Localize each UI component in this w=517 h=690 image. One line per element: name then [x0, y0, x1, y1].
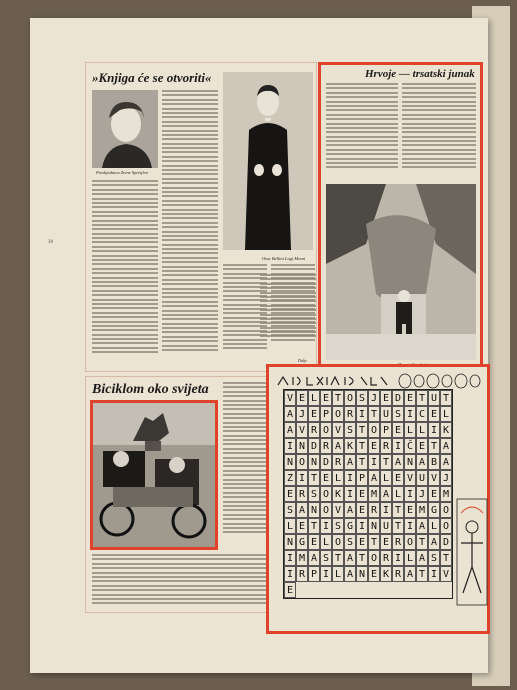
puzzle-cell: I	[284, 438, 296, 454]
magazine-page	[30, 18, 488, 673]
puzzle-cell: P	[356, 470, 368, 486]
puzzle-cell: V	[428, 470, 440, 486]
puzzle-cell: V	[332, 502, 344, 518]
puzzle-cell: R	[320, 438, 332, 454]
puzzle-cell: L	[416, 422, 428, 438]
puzzle-cell: I	[392, 550, 404, 566]
puzzle-cell: V	[404, 470, 416, 486]
priest-photo	[223, 72, 313, 250]
puzzle-cell: I	[344, 486, 356, 502]
puzzle-cell: I	[368, 454, 380, 470]
puzzle-header	[275, 373, 390, 389]
portrait-caption: Predsjednica Zeine Spreijlen	[96, 170, 148, 175]
puzzle-cell: A	[344, 566, 356, 582]
puzzle-cell: T	[332, 390, 344, 406]
puzzle-cell: I	[428, 566, 440, 582]
puzzle-cell: E	[416, 438, 428, 454]
puzzle-cell: V	[284, 390, 296, 406]
puzzle-cell: I	[404, 406, 416, 422]
puzzle-cell: S	[356, 390, 368, 406]
puzzle-cell: R	[296, 486, 308, 502]
puzzle-cell: T	[356, 454, 368, 470]
puzzle-cell: E	[368, 438, 380, 454]
puzzle-cell: V	[440, 566, 452, 582]
puzzle-cell: T	[332, 550, 344, 566]
priest-image	[223, 72, 313, 250]
puzzle-cell: P	[308, 566, 320, 582]
puzzle-cell: Č	[404, 438, 416, 454]
puzzle-cell: S	[344, 534, 356, 550]
portrait-photo	[92, 90, 158, 168]
puzzle-cell: K	[440, 422, 452, 438]
puzzle-cell: T	[440, 550, 452, 566]
puzzle-cell: L	[440, 406, 452, 422]
puzzle-cell: O	[440, 518, 452, 534]
puzzle-cell: T	[416, 534, 428, 550]
puzzle-cell: E	[428, 406, 440, 422]
left-text-col-1	[92, 180, 158, 360]
puzzle-cell: T	[392, 502, 404, 518]
puzzle-cell: T	[308, 470, 320, 486]
right-text-col-3	[260, 274, 316, 366]
puzzle-cell: I	[380, 502, 392, 518]
puzzle-cell: L	[404, 422, 416, 438]
puzzle-cell: N	[284, 454, 296, 470]
puzzle-cell: E	[284, 582, 296, 598]
priest-caption: Otac Bellini Lugi Monti	[262, 256, 306, 261]
puzzle-cell: A	[344, 454, 356, 470]
puzzle-cell: I	[296, 470, 308, 486]
puzzle-cell: R	[296, 566, 308, 582]
puzzle-cell: G	[344, 518, 356, 534]
puzzle-cell: O	[320, 502, 332, 518]
puzzle-cell: P	[320, 406, 332, 422]
puzzle-cell: O	[368, 422, 380, 438]
puzzle-cell: Z	[284, 470, 296, 486]
puzzle-cell: S	[284, 502, 296, 518]
puzzle-cell: M	[416, 502, 428, 518]
puzzle-cell: I	[404, 486, 416, 502]
puzzle-cell: O	[368, 550, 380, 566]
puzzle-cell: A	[284, 422, 296, 438]
puzzle-cell: A	[344, 502, 356, 518]
puzzle-cell: J	[368, 390, 380, 406]
puzzle-cell: C	[416, 406, 428, 422]
puzzle-cell: E	[356, 486, 368, 502]
puzzle-cell: R	[392, 534, 404, 550]
puzzle-cell: K	[332, 486, 344, 502]
puzzle-cell: R	[392, 566, 404, 582]
puzzle-cell: N	[296, 438, 308, 454]
puzzle-cell: I	[356, 518, 368, 534]
puzzle-cell: A	[416, 454, 428, 470]
cyclists-image	[93, 403, 215, 547]
puzzle-cell: A	[404, 566, 416, 582]
puzzle-cell: I	[284, 566, 296, 582]
puzzle-cell: N	[308, 502, 320, 518]
puzzle-cell: E	[392, 470, 404, 486]
puzzle-cell: G	[296, 534, 308, 550]
puzzle-cell: I	[428, 422, 440, 438]
puzzle-figure	[455, 497, 489, 607]
page-ref: Dalje	[298, 358, 307, 363]
left-text-col-2	[162, 90, 218, 360]
puzzle-cell: S	[332, 518, 344, 534]
puzzle-cell: E	[404, 502, 416, 518]
puzzle-cell: L	[284, 518, 296, 534]
article-right-title: Hrvoje — trsatski junak	[365, 68, 475, 80]
puzzle-cell: E	[428, 486, 440, 502]
puzzle-cell: E	[356, 534, 368, 550]
puzzle-cell: T	[356, 438, 368, 454]
puzzle-cell: L	[428, 518, 440, 534]
puzzle-cell: D	[392, 390, 404, 406]
puzzle-cell: I	[404, 518, 416, 534]
puzzle-cell: L	[308, 390, 320, 406]
puzzle-cell: R	[332, 454, 344, 470]
right-text-col-1	[326, 83, 398, 183]
puzzle-cell: K	[344, 438, 356, 454]
puzzle-cell: E	[380, 534, 392, 550]
boy-statue-photo	[326, 184, 476, 360]
puzzle-cell: I	[284, 550, 296, 566]
puzzle-cell: A	[416, 518, 428, 534]
puzzle-cell: I	[320, 518, 332, 534]
puzzle-cell: L	[320, 534, 332, 550]
puzzle-cell: E	[284, 486, 296, 502]
margin-mark: 38	[48, 240, 53, 245]
puzzle-header-lettering	[275, 373, 390, 389]
puzzle-cell: A	[440, 438, 452, 454]
portrait-image	[92, 90, 158, 168]
puzzle-cell: I	[344, 470, 356, 486]
puzzle-cell: A	[296, 502, 308, 518]
puzzle-cell: N	[404, 454, 416, 470]
puzzle-cell: U	[380, 406, 392, 422]
puzzle-cell: E	[368, 566, 380, 582]
puzzle-cell: M	[440, 486, 452, 502]
puzzle-cell: L	[332, 566, 344, 582]
puzzle-cell: J	[416, 486, 428, 502]
puzzle-cell: A	[284, 406, 296, 422]
puzzle-cell: K	[380, 566, 392, 582]
puzzle-cell: T	[380, 454, 392, 470]
puzzle-cell: U	[416, 470, 428, 486]
puzzle-cell: S	[320, 550, 332, 566]
puzzle-box	[266, 364, 490, 634]
puzzle-cell: L	[392, 486, 404, 502]
puzzle-cell: E	[320, 390, 332, 406]
puzzle-cell: D	[308, 438, 320, 454]
puzzle-header-icons	[397, 373, 487, 389]
puzzle-cell: D	[440, 534, 452, 550]
puzzle-cell: M	[296, 550, 308, 566]
puzzle-cell: B	[428, 454, 440, 470]
puzzle-cell: T	[416, 566, 428, 582]
puzzle-cell: L	[380, 470, 392, 486]
puzzle-cell: N	[368, 518, 380, 534]
puzzle-cell: A	[332, 438, 344, 454]
puzzle-cell: E	[296, 518, 308, 534]
puzzle-cell: T	[428, 438, 440, 454]
puzzle-cell: E	[380, 390, 392, 406]
puzzle-cell: I	[320, 566, 332, 582]
puzzle-cell: N	[308, 454, 320, 470]
puzzle-cell: O	[296, 454, 308, 470]
puzzle-cell: O	[332, 534, 344, 550]
puzzle-cell: S	[308, 486, 320, 502]
puzzle-cell: T	[368, 534, 380, 550]
puzzle-cell: A	[344, 550, 356, 566]
puzzle-cell: M	[368, 486, 380, 502]
puzzle-cell: A	[308, 550, 320, 566]
puzzle-cell: A	[392, 454, 404, 470]
puzzle-cell: L	[404, 550, 416, 566]
puzzle-cell: T	[356, 422, 368, 438]
puzzle-cell: R	[308, 422, 320, 438]
puzzle-cell: I	[392, 438, 404, 454]
puzzle-cell: T	[368, 406, 380, 422]
puzzle-cell: R	[344, 406, 356, 422]
puzzle-cell: O	[440, 502, 452, 518]
right-text-col-2	[402, 83, 476, 183]
puzzle-cell: T	[356, 550, 368, 566]
boy-statue-image	[326, 184, 476, 360]
puzzle-cell: E	[296, 390, 308, 406]
puzzle-cell: R	[368, 502, 380, 518]
puzzle-cell: A	[368, 470, 380, 486]
puzzle-cell: O	[404, 534, 416, 550]
puzzle-cell: P	[380, 422, 392, 438]
puzzle-cell: N	[356, 566, 368, 582]
puzzle-cell: N	[284, 534, 296, 550]
puzzle-cell: I	[356, 406, 368, 422]
puzzle-cell: U	[380, 518, 392, 534]
bottom-text-col-1	[223, 382, 267, 552]
puzzle-cell: R	[380, 550, 392, 566]
puzzle-cell: S	[392, 406, 404, 422]
puzzle-cell: D	[320, 454, 332, 470]
puzzle-cell: V	[332, 422, 344, 438]
puzzle-cell: T	[308, 518, 320, 534]
puzzle-cell: E	[404, 390, 416, 406]
puzzle-cell: J	[440, 470, 452, 486]
puzzle-cell: T	[392, 518, 404, 534]
cyclists-photo-frame	[90, 400, 218, 550]
article-left-title: »Knjiga će se otvoriti«	[92, 70, 212, 85]
puzzle-cell: E	[392, 422, 404, 438]
puzzle-cell: V	[296, 422, 308, 438]
puzzle-cell: U	[428, 390, 440, 406]
puzzle-cell: O	[320, 486, 332, 502]
puzzle-cell: E	[320, 470, 332, 486]
puzzle-cell: O	[320, 422, 332, 438]
puzzle-cell: E	[308, 534, 320, 550]
puzzle-cell: S	[344, 422, 356, 438]
puzzle-cell: A	[416, 550, 428, 566]
puzzle-cell: A	[380, 486, 392, 502]
puzzle-cell: A	[440, 454, 452, 470]
puzzle-cell: T	[416, 390, 428, 406]
puzzle-cell: E	[308, 406, 320, 422]
puzzle-grid	[283, 389, 453, 599]
puzzle-cell: R	[380, 438, 392, 454]
puzzle-cell: A	[428, 534, 440, 550]
puzzle-cell: O	[344, 390, 356, 406]
puzzle-cell: G	[428, 502, 440, 518]
puzzle-cell: J	[296, 406, 308, 422]
article-bottom-title: Biciklom oko svijeta	[92, 382, 209, 397]
puzzle-cell: T	[440, 390, 452, 406]
puzzle-cell: S	[428, 550, 440, 566]
puzzle-cell: E	[356, 502, 368, 518]
puzzle-cell: L	[332, 470, 344, 486]
puzzle-cell: O	[332, 406, 344, 422]
